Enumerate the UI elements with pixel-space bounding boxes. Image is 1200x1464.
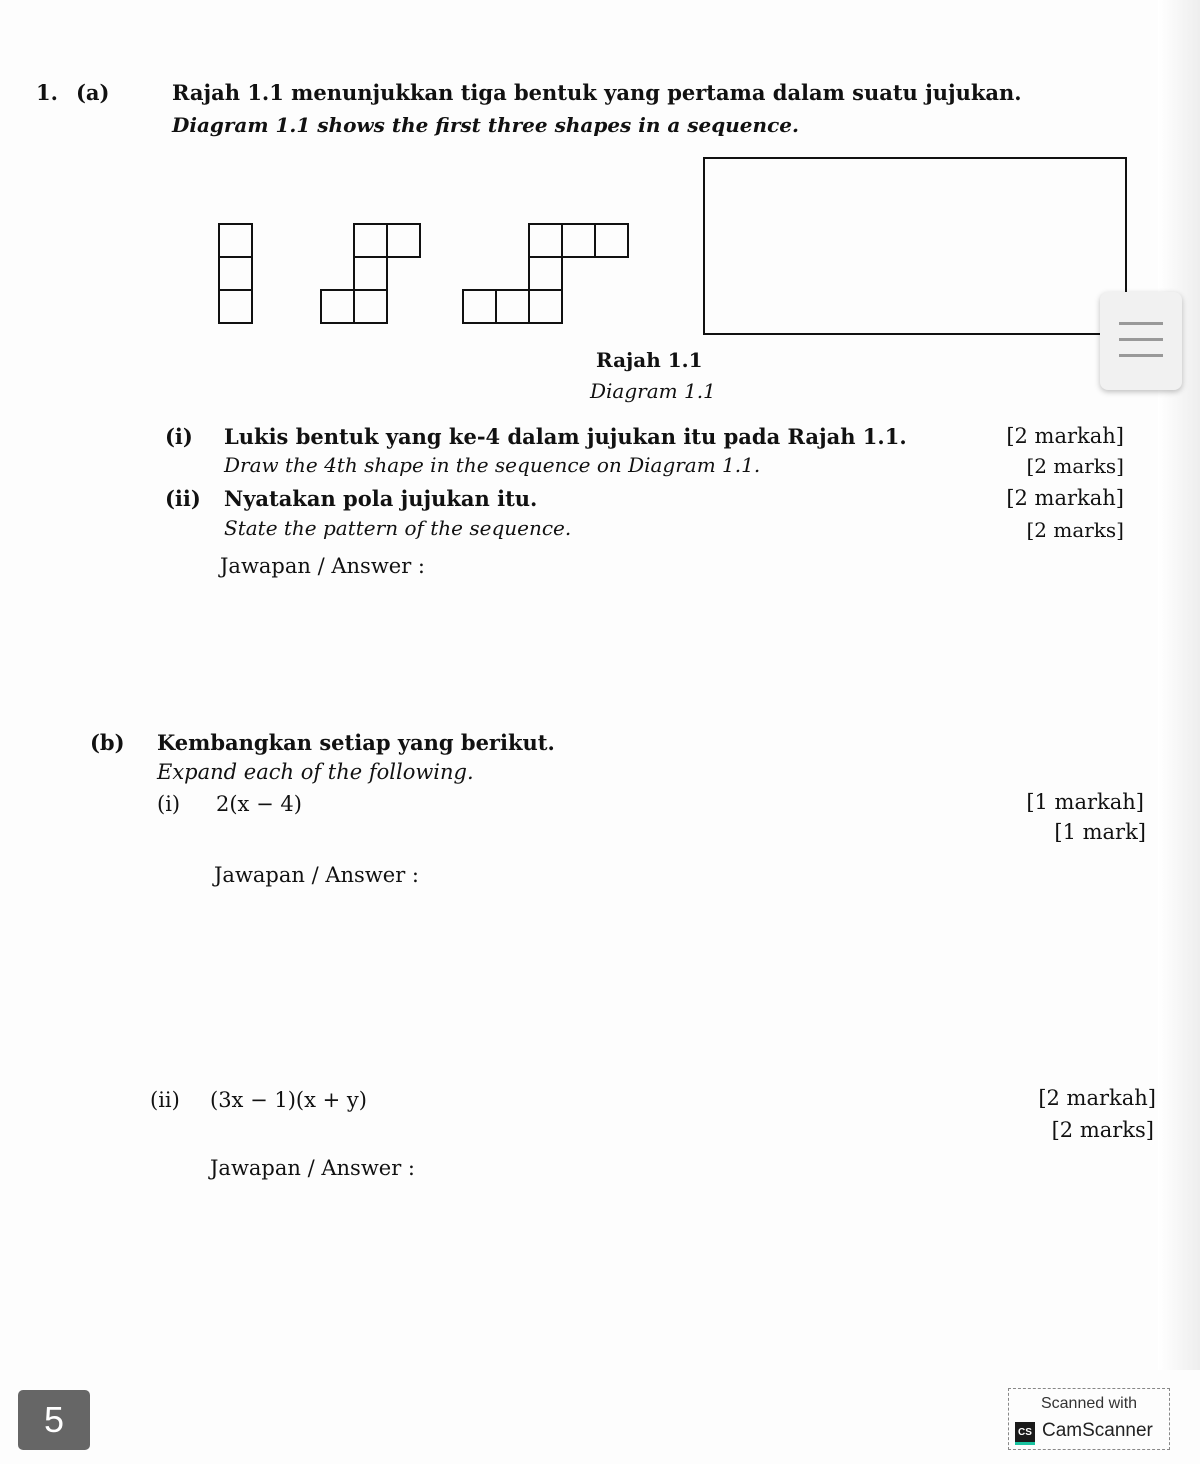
a-ii-answer-label: Jawapan / Answer :	[220, 554, 426, 578]
b-i-mark-en: [1 mark]	[1054, 820, 1146, 844]
diagram-caption-en: Diagram 1.1	[590, 379, 716, 403]
question-number: 1.	[36, 80, 58, 105]
a-i-mark-ms: [2 markah]	[1006, 424, 1124, 448]
camscanner-logo-icon: CS	[1015, 1422, 1035, 1445]
menu-icon	[1119, 322, 1163, 325]
b-ii-mark-en: [2 marks]	[1051, 1118, 1154, 1142]
a-ii-mark-ms: [2 markah]	[1006, 486, 1124, 510]
b-i-number: (i)	[157, 792, 181, 816]
a-i-question-ms: Lukis bentuk yang ke-4 dalam jujukan itu pada Rajah 1.1.	[224, 424, 907, 449]
shape-4-drawing-box[interactable]	[703, 157, 1127, 335]
a-i-mark-en: [2 marks]	[1026, 454, 1124, 478]
a-i-number: (i)	[165, 424, 193, 449]
b-i-answer-label: Jawapan / Answer :	[214, 863, 420, 887]
part-b-title-ms: Kembangkan setiap yang berikut.	[157, 730, 555, 755]
camscanner-watermark	[1008, 1388, 1170, 1450]
b-ii-expression: (3x − 1)(x + y)	[210, 1088, 367, 1112]
a-ii-number: (ii)	[165, 486, 201, 511]
a-ii-question-ms: Nyatakan pola jujukan itu.	[224, 486, 538, 511]
part-a-title-ms: Rajah 1.1 menunjukkan tiga bentuk yang pertama dalam suatu jujukan.	[172, 80, 1022, 105]
scanned-with-text: Scanned with	[1040, 1395, 1138, 1412]
a-ii-mark-en: [2 marks]	[1026, 518, 1124, 542]
part-b-title-en: Expand each of the following.	[157, 760, 474, 784]
b-i-expression: 2(x − 4)	[216, 792, 302, 816]
a-ii-question-en: State the pattern of the sequence.	[224, 516, 572, 540]
diagram-caption-ms: Rajah 1.1	[596, 348, 703, 372]
page-number-badge: 5	[18, 1390, 90, 1450]
menu-button[interactable]	[1100, 292, 1182, 390]
part-a-label: (a)	[76, 80, 110, 105]
b-ii-number: (ii)	[150, 1088, 180, 1112]
part-b-label: (b)	[90, 730, 125, 755]
b-ii-mark-ms: [2 markah]	[1038, 1086, 1156, 1110]
page-edge-shadow	[1158, 0, 1200, 1370]
camscanner-brand: CamScanner	[1042, 1420, 1153, 1441]
part-a-title-en: Diagram 1.1 shows the first three shapes in a sequence.	[172, 113, 799, 137]
a-i-question-en: Draw the 4th shape in the sequence on Diagram 1.1.	[224, 453, 761, 477]
b-i-mark-ms: [1 markah]	[1026, 790, 1144, 814]
b-ii-answer-label: Jawapan / Answer :	[210, 1156, 416, 1180]
